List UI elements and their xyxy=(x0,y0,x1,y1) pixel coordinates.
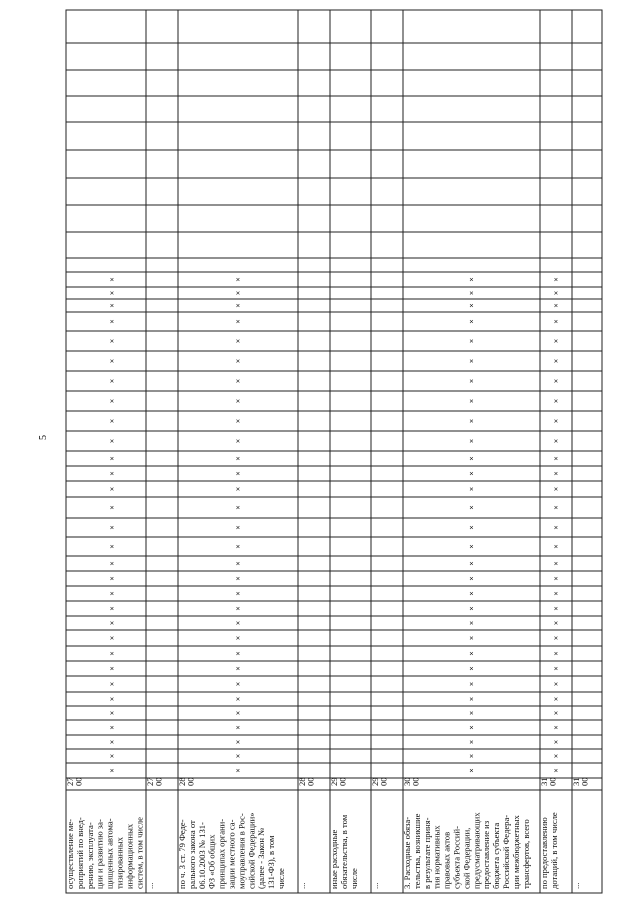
cross-mark: × xyxy=(469,604,474,613)
cross-mark: × xyxy=(469,589,474,598)
cross-mark: × xyxy=(553,288,559,298)
table-row xyxy=(65,275,144,889)
cross-mark: × xyxy=(235,275,241,284)
cross-mark: × xyxy=(109,454,115,463)
cross-mark: × xyxy=(235,436,241,446)
row-code-line: 00 xyxy=(378,777,389,786)
cross-mark: × xyxy=(235,694,241,704)
cross-mark: × xyxy=(235,589,241,598)
cross-mark: × xyxy=(235,737,241,747)
cross-mark: × xyxy=(553,356,559,366)
cross-mark: × xyxy=(235,708,241,718)
cross-mark: × xyxy=(553,469,559,478)
row-label-line: предоставление из xyxy=(481,820,492,889)
cross-mark: × xyxy=(109,766,115,775)
row-label-line: ФЗ «Об общих xyxy=(206,834,217,889)
cross-mark: × xyxy=(553,751,559,761)
cross-mark: × xyxy=(109,288,115,298)
row-label-line: принципах органи- xyxy=(216,818,227,889)
cross-mark: × xyxy=(109,751,115,761)
cross-mark: × xyxy=(109,649,115,658)
table-row xyxy=(297,777,316,889)
cross-mark: × xyxy=(109,708,115,718)
row-label-line: иные расходные xyxy=(329,829,339,889)
table-row xyxy=(145,777,164,889)
cross-mark: × xyxy=(469,396,474,406)
cross-mark: × xyxy=(109,559,115,568)
cross-mark: × xyxy=(469,288,474,298)
cross-mark: × xyxy=(553,454,559,463)
row-label-line: бюджета субъекта xyxy=(491,822,502,889)
cross-mark: × xyxy=(109,523,115,532)
cross-mark: × xyxy=(109,664,115,673)
cross-mark: × xyxy=(109,436,115,446)
row-label-line: (далее - Закон № xyxy=(256,827,267,889)
cross-mark: × xyxy=(553,275,559,284)
cross-mark: × xyxy=(469,559,474,568)
row-label-line: в результате приня- xyxy=(421,817,432,889)
table-row xyxy=(571,777,590,889)
cross-mark: × xyxy=(469,275,474,284)
table-cells xyxy=(65,275,590,889)
row-label-line: по ч. 3 ст. 79 Феде- xyxy=(177,819,187,889)
cross-mark: × xyxy=(109,723,115,732)
row-label-line: ... xyxy=(145,882,155,889)
row-code-line: 27 xyxy=(145,777,155,786)
cross-mark: × xyxy=(109,469,115,478)
row-code xyxy=(539,777,558,786)
cross-mark: × xyxy=(553,633,559,643)
row-label-line: роприятий по внед- xyxy=(74,817,85,889)
cross-mark: × xyxy=(235,469,241,478)
row-code xyxy=(571,777,590,786)
cross-mark: × xyxy=(235,336,241,346)
cross-mark: × xyxy=(235,679,241,689)
row-code-line: 00 xyxy=(73,777,84,786)
cross-mark: × xyxy=(469,751,474,761)
cross-mark: × xyxy=(469,356,474,366)
row-code-line: 27 xyxy=(65,777,75,786)
cross-mark: × xyxy=(469,542,474,551)
cross-mark: × xyxy=(469,618,474,628)
table-row xyxy=(402,275,531,889)
cross-mark: × xyxy=(553,523,559,532)
cross-mark: × xyxy=(109,589,115,598)
cross-mark: × xyxy=(109,376,115,386)
row-label-line: информационных xyxy=(124,823,135,889)
cross-mark: × xyxy=(553,376,559,386)
cross-mark: × xyxy=(553,649,559,658)
cross-mark: × xyxy=(553,542,559,551)
row-label-line: тизированных xyxy=(114,837,125,889)
cross-mark: × xyxy=(109,542,115,551)
cross-mark: × xyxy=(235,751,241,761)
cross-mark: × xyxy=(469,376,474,386)
row-label xyxy=(402,812,531,889)
cross-mark: × xyxy=(235,288,241,298)
cross-mark: × xyxy=(553,708,559,718)
row-label-line: по предоставлению xyxy=(539,817,549,889)
cross-mark: × xyxy=(553,574,559,583)
cross-mark: × xyxy=(469,503,474,512)
cross-mark: × xyxy=(109,604,115,613)
row-label xyxy=(65,817,144,889)
cross-mark: × xyxy=(469,436,474,446)
cross-mark: × xyxy=(469,679,474,689)
table-row xyxy=(329,777,359,889)
cross-mark: × xyxy=(553,436,559,446)
table-row xyxy=(370,777,389,889)
row-label-line: рального закона от xyxy=(186,820,197,889)
row-code-line: 00 xyxy=(153,777,164,786)
cross-mark: × xyxy=(553,484,559,494)
row-label-line: обязательства, в том xyxy=(338,814,349,889)
cross-mark: × xyxy=(235,523,241,532)
cross-mark: × xyxy=(235,649,241,658)
cross-mark: × xyxy=(109,633,115,643)
row-label-line: щищенных автома- xyxy=(104,818,115,889)
row-label-line: рению, эксплуата- xyxy=(84,822,95,889)
cross-mark: × xyxy=(109,356,115,366)
page-number: 5 xyxy=(38,435,49,440)
cross-mark: × xyxy=(553,317,559,326)
cross-mark: × xyxy=(553,766,559,775)
row-code-line: 00 xyxy=(410,777,421,786)
row-code-line: 00 xyxy=(547,777,558,786)
cross-mark: × xyxy=(109,618,115,628)
cross-mark: × xyxy=(469,649,474,658)
row-code xyxy=(65,777,84,786)
cross-mark: × xyxy=(235,356,241,366)
cross-mark: × xyxy=(469,633,474,643)
cross-mark: × xyxy=(235,633,241,643)
row-code-line: 00 xyxy=(185,777,196,786)
row-label-line: ции межбюджетных xyxy=(510,815,521,889)
cross-mark: × xyxy=(235,618,241,628)
row-label-line: зации местного са- xyxy=(226,819,237,889)
row-label-line: 131-ФЗ), в том xyxy=(266,835,277,889)
cross-mark: × xyxy=(553,336,559,346)
cross-mark: × xyxy=(235,559,241,568)
row-code-line: 31 xyxy=(539,777,549,786)
cross-mark: × xyxy=(235,416,241,426)
row-label xyxy=(177,813,286,890)
row-label-line: систем, в том числе xyxy=(134,817,145,889)
cross-mark: × xyxy=(109,694,115,704)
cross-mark: × xyxy=(469,723,474,732)
cross-mark: × xyxy=(235,376,241,386)
cross-mark: × xyxy=(553,396,559,406)
cross-mark: × xyxy=(553,604,559,613)
cross-mark: × xyxy=(553,664,559,673)
row-label-line: правовых актов xyxy=(441,831,452,889)
row-code-line: 29 xyxy=(370,777,380,786)
cross-mark: × xyxy=(469,574,474,583)
row-label-line: предусматривающих xyxy=(471,812,482,889)
table-grid xyxy=(66,10,602,893)
cross-mark: × xyxy=(235,317,241,326)
row-label-line: субъекта Россий- xyxy=(451,826,462,889)
cross-mark: × xyxy=(553,618,559,628)
cross-mark: × xyxy=(553,723,559,732)
cross-mark: × xyxy=(109,301,115,310)
row-label-line: моуправления в Рос- xyxy=(236,813,247,889)
cross-mark: × xyxy=(235,396,241,406)
row-label-line: ... xyxy=(297,882,307,889)
cross-mark: × xyxy=(469,766,474,775)
cross-mark: × xyxy=(469,454,474,463)
row-code xyxy=(145,777,164,786)
cross-mark: × xyxy=(235,454,241,463)
cross-mark: × xyxy=(109,336,115,346)
row-label xyxy=(571,883,581,889)
row-label-line: числе xyxy=(348,868,359,889)
cross-mark: × xyxy=(553,559,559,568)
cross-mark: × xyxy=(469,523,474,532)
cross-mark: × xyxy=(109,275,115,284)
row-label xyxy=(539,812,559,889)
row-label xyxy=(329,814,359,889)
row-code-line: 00 xyxy=(579,777,590,786)
cross-mark: × xyxy=(235,604,241,613)
cross-mark: × xyxy=(553,694,559,704)
row-label xyxy=(370,883,380,889)
cross-mark: × xyxy=(553,737,559,747)
cross-mark: × xyxy=(235,766,241,775)
cross-mark: × xyxy=(553,416,559,426)
row-label-line: Российской Федера- xyxy=(501,814,511,889)
row-code-line: 31 xyxy=(571,777,581,786)
row-label-line: 3. Расходные обяза- xyxy=(402,816,412,889)
cross-mark: × xyxy=(109,679,115,689)
row-code xyxy=(329,777,348,786)
row-label-line: дотаций, в том числе xyxy=(548,812,559,889)
cross-mark: × xyxy=(469,484,474,494)
cross-mark: × xyxy=(109,484,115,494)
cross-mark: × xyxy=(469,694,474,704)
cross-mark: × xyxy=(469,317,474,326)
cross-mark: × xyxy=(235,301,241,310)
cross-mark: × xyxy=(553,679,559,689)
row-code-line: 00 xyxy=(305,777,316,786)
row-label-line: ... xyxy=(571,882,581,889)
row-code-line: 28 xyxy=(297,777,307,786)
row-code-line: 00 xyxy=(337,777,348,786)
row-label-line: тия нормативных xyxy=(431,825,442,889)
row-code xyxy=(370,777,389,786)
row-code xyxy=(402,777,421,786)
row-label xyxy=(297,883,307,889)
row-code xyxy=(177,777,196,786)
row-label xyxy=(145,883,155,889)
table-row xyxy=(539,275,559,889)
cross-mark: × xyxy=(109,574,115,583)
cross-mark: × xyxy=(109,396,115,406)
cross-mark: × xyxy=(469,301,474,310)
cross-mark: × xyxy=(109,737,115,747)
table-row xyxy=(177,275,286,889)
row-label-line: трансфертов, всего xyxy=(520,819,531,889)
cross-mark: × xyxy=(553,301,559,310)
cross-mark: × xyxy=(235,664,241,673)
cross-mark: × xyxy=(469,416,474,426)
cross-mark: × xyxy=(553,503,559,512)
cross-mark: × xyxy=(235,484,241,494)
cross-mark: × xyxy=(235,503,241,512)
row-label-line: сийской Федерации» xyxy=(246,812,257,889)
cross-mark: × xyxy=(469,336,474,346)
cross-mark: × xyxy=(469,664,474,673)
row-code-line: 28 xyxy=(177,777,187,786)
cross-mark: × xyxy=(469,737,474,747)
cross-mark: × xyxy=(109,416,115,426)
cross-mark: × xyxy=(235,542,241,551)
row-label-line: тельства, возникшие xyxy=(411,813,422,889)
row-label-line: ции и развитию за- xyxy=(94,819,105,889)
cross-mark: × xyxy=(553,589,559,598)
cross-mark: × xyxy=(235,574,241,583)
row-code-line: 29 xyxy=(329,777,339,786)
row-code xyxy=(297,777,316,786)
row-label-line: числе xyxy=(276,868,286,889)
cross-mark: × xyxy=(109,317,115,326)
cross-mark: × xyxy=(469,708,474,718)
row-label-line: осуществление ме- xyxy=(65,818,75,889)
row-label-line: ... xyxy=(370,882,380,889)
row-code-line: 30 xyxy=(402,777,412,786)
row-label-line: 06.10.2003 № 131- xyxy=(196,822,207,889)
cross-mark: × xyxy=(235,723,241,732)
row-label-line: ской Федерации, xyxy=(461,827,472,889)
cross-mark: × xyxy=(109,503,115,512)
cross-mark: × xyxy=(469,469,474,478)
